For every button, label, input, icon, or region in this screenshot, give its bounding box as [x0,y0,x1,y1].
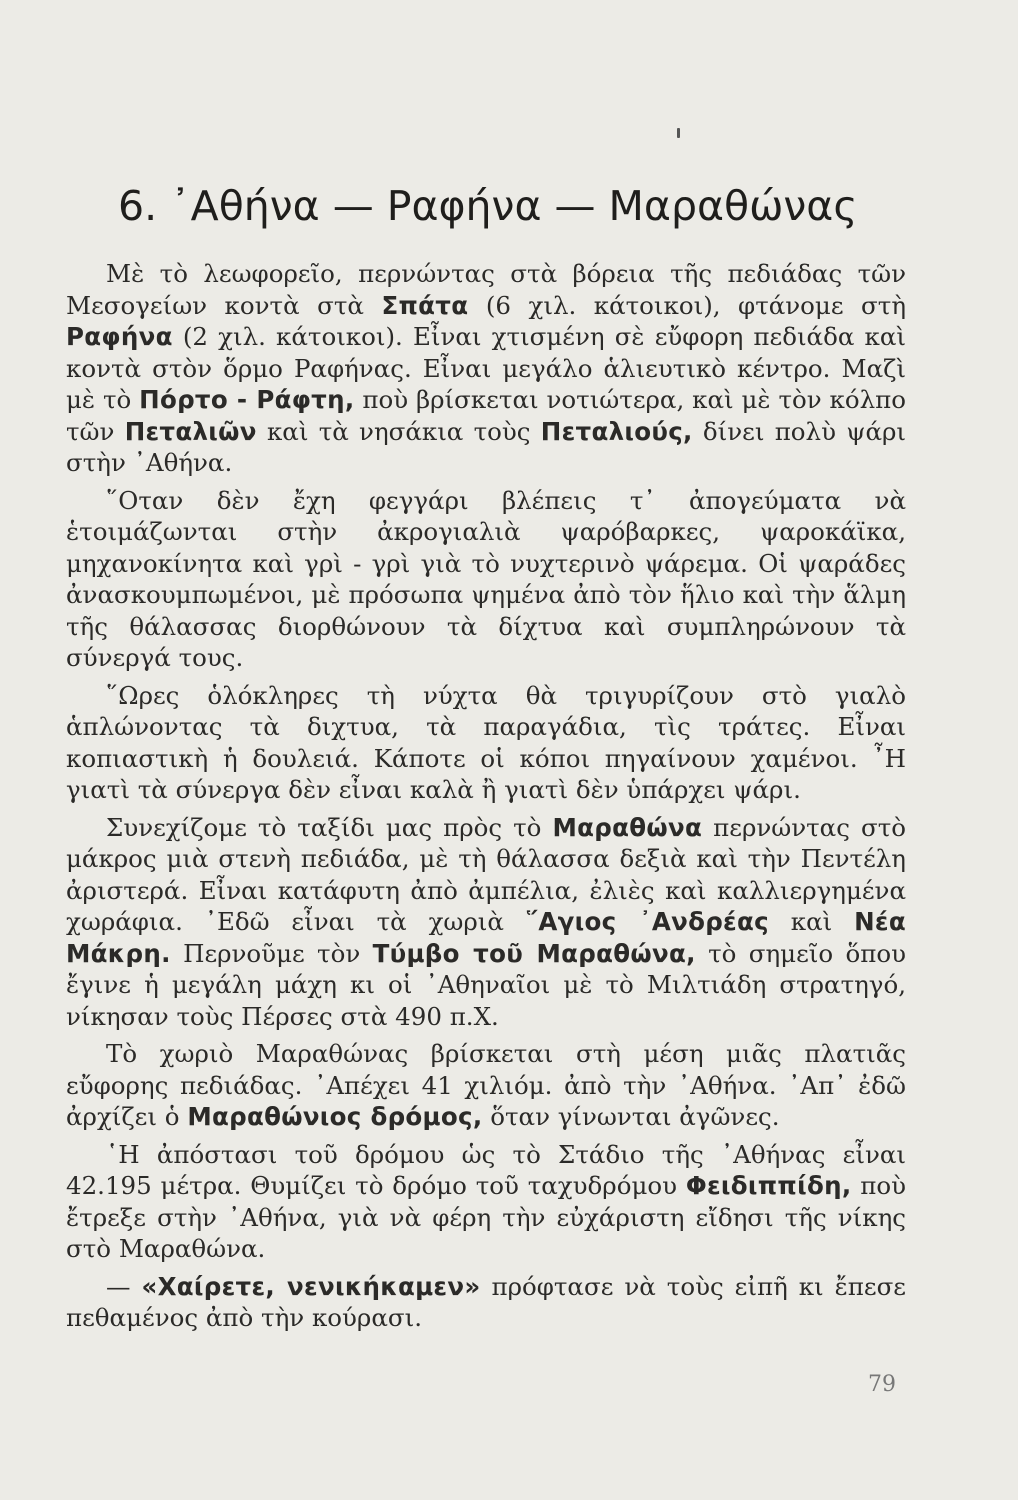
ink-speck [677,128,680,138]
bold-term: Μαραθώνα [552,812,703,842]
bold-term: Νέα Μάκρη. [66,907,906,968]
chapter-body [66,258,906,1334]
paragraph [66,680,906,806]
text-run: Μὲ τὸ λεωφορεῖο, περνώντας στὰ βόρεια τῆς πεδιάδας τῶν Μεσογείων κοντὰ στὰ [66,259,906,320]
text-run: καὶ [768,907,855,936]
bold-term: Σπάτα [381,290,469,320]
text-run: Περνοῦμε τὸν [170,938,373,968]
page-number: 79 [868,1372,896,1397]
bold-term: Τύμβο τοῦ Μαραθώνα, [372,938,696,968]
paragraph [66,812,906,1033]
paragraph [66,1139,906,1265]
text-run: καὶ τὰ νησάκια τοὺς [256,416,541,446]
paragraph [66,258,906,479]
paragraph [66,1038,906,1133]
text-run: δίνει πολὺ ψάρι στὴν ᾿Αθήνα. [66,416,907,477]
text-run: πρόφτασε νὰ τοὺς εἰπῆ κι ἔπεσε πεθαμένος ἀπὸ τὴν κούρασι. [66,1271,906,1332]
bold-term: Πεταλιῶν [124,416,257,446]
text-run: (6 χιλ. κάτοικοι), φτάνομε στὴ [468,290,906,320]
bold-term: Ραφήνα [66,322,173,351]
text-run: ῾Η ἀπόστασι τοῦ δρόμου ὡς τὸ Στάδιο τῆς ᾿Αθήνας εἶναι 42.195 μέτρα. Θυμίζει τὸ δρόμο τοῦ ταχυδρόμου [66,1139,906,1200]
bold-term: Πόρτο - Ράφτη, [139,385,355,414]
bold-term: Μαραθώνιος δρόμος, [187,1102,483,1131]
text-run: τὸ σημεῖο ὅπου ἔγινε ἡ μεγάλη μάχη κι οἱ ᾿Αθηναῖοι μὲ τὸ Μιλτιάδη στρατηγό, νίκησαν τοὺς Πέρσες στὰ 490 π.Χ. [66,938,906,1031]
text-run: περνώντας στὸ μάκρος μιὰ στενὴ πεδιάδα, μὲ τὴ θάλασσα δεξιὰ καὶ τὴν Πεντέλη ἀριστερά. Εἶναι κατάφυτη ἀπὸ ἀμπέλια, ἐλιὲς καὶ καλλιεργημένα χωράφια. ᾿Εδῶ εἶναι τὰ χωριὰ [66,812,906,936]
paragraph [66,485,906,674]
chapter-title: 6. ᾿Αθήνα — Ραφήνα — Μαραθώνας [118,182,858,230]
bold-term: Φειδιππίδη, [685,1171,852,1200]
text-run: ὅταν γίνωνται ἀγῶνες. [482,1102,780,1131]
bold-term: «Χαίρετε, νενικήκαμεν» [141,1271,481,1301]
text-run: ῞Ωρες ὁλόκληρες τὴ νύχτα θὰ τριγυρίζουν στὸ γιαλὸ ἁπλώνοντας τὰ διχτυα, τὰ παραγάδια, τὶς τράτες. Εἶναι κοπιαστικὴ ἡ δουλειά. Κάποτε οἱ κόποι πηγαίνουν χαμένοι. ῏Η γιατὶ τὰ σύνεργα δὲν εἶναι καλὰ ἢ γιατὶ δὲν ὑπάρχει ψάρι. [66,680,906,804]
paragraph [66,1271,906,1334]
text-run: Συνεχίζομε τὸ ταξίδι μας πρὸς τὸ [106,812,553,842]
text-run: (2 χιλ. κάτοικοι). Εἶναι χτισμένη σὲ εὔφορη πεδιάδα καὶ κοντὰ στὸν ὅρμο Ραφήνας. Εἶναι μεγάλο ἁλιευτικὸ κέντρο. Μαζὶ μὲ τὸ [66,322,906,414]
text-run: — [106,1271,142,1301]
bold-term: Πεταλιούς, [540,416,693,446]
text-run: Τὸ χωριὸ Μαραθώνας βρίσκεται στὴ μέση μιᾶς πλατιᾶς εὔφορης πεδιάδας. ᾿Απέχει 41 χιλιόμ. ἀπὸ τὴν ᾿Αθήνα. ᾿Απ᾿ ἐδῶ ἀρχίζει ὁ [66,1039,906,1131]
bold-term: ῞Αγιος ᾿Ανδρέας [525,907,769,936]
text-run: ποὺ ἔτρεξε στὴν ᾿Αθήνα, γιὰ νὰ φέρη τὴν εὐχάριστη εἴδησι τῆς νίκης στὸ Μαραθώνα. [66,1171,906,1263]
text-run: ῞Οταν δὲν ἔχη φεγγάρι βλέπεις τ᾿ ἀπογεύματα νὰ ἑτοιμάζωνται στὴν ἀκρογιαλιὰ ψαρόβαρκες, ψαροκάϊκα, μηχανοκίνητα καὶ γρὶ - γρὶ γιὰ τὸ νυχτερινὸ ψάρεμα. Οἱ ψαράδες ἀνασκουμπωμένοι, μὲ πρόσωπα ψημένα ἀπὸ τὸν ἥλιο καὶ τὴν ἅλμη τῆς θάλασσας διορθώνουν τὰ δίχτυα καὶ συμπληρώνουν τὰ σύνεργά τους. [66,485,906,672]
text-run: ποὺ βρίσκεται νοτιώτερα, καὶ μὲ τὸν κόλπο τῶν [66,385,906,446]
